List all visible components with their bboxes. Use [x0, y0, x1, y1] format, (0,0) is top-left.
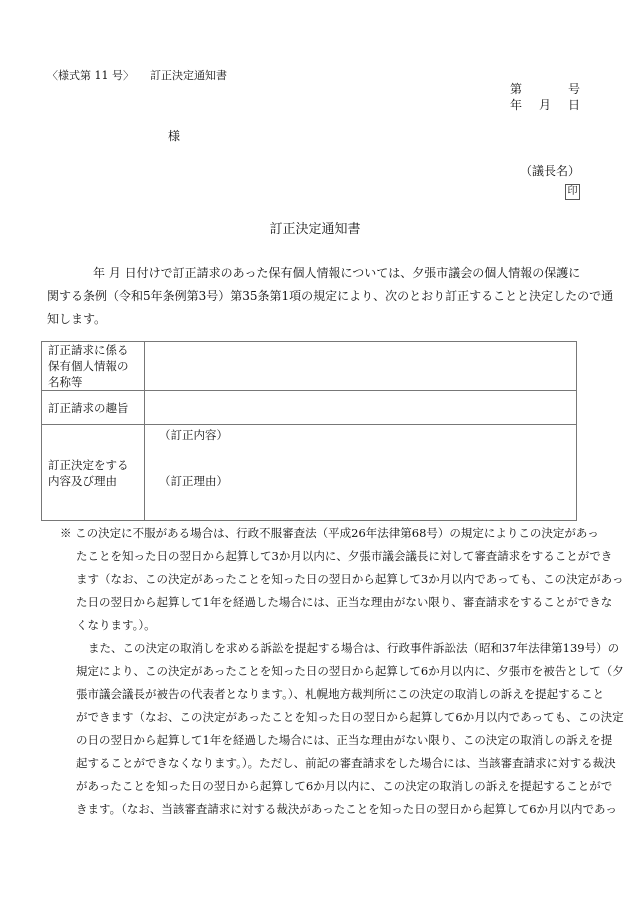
intro-paragraph — [47, 262, 614, 331]
seal-mark: 印 — [565, 184, 580, 200]
table-row — [42, 342, 577, 391]
note-line: 張市議会議長が被告の代表者となります。）、札幌地方裁判所にこの決定の取消しの訴えを提起すること — [76, 687, 605, 701]
correction-content-label: （訂正内容） — [159, 428, 228, 442]
document-date — [510, 96, 580, 113]
date-month: 月 — [538, 98, 551, 112]
sender-name: （議長名） — [520, 164, 581, 178]
table-row — [42, 425, 577, 521]
note-line: また、この決定の取消しを求める訴訟を提起する場合は、行政事件訴訟法（昭和37年法律第139号）の — [88, 641, 620, 655]
doc-number-prefix: 第 — [510, 82, 523, 96]
note-line: があったことを知った日の翌日から起算して6か月以内に、この決定の取消しの訴えを提起することがで — [76, 779, 613, 793]
form-number: 〈様式第 11 号〉 — [47, 69, 134, 82]
correction-reason-label: （訂正理由） — [159, 474, 228, 488]
row-label-purpose: 訂正請求の趣旨 — [42, 391, 145, 425]
intro-line: 知します。 — [47, 312, 107, 326]
row-value-decision — [145, 425, 577, 521]
form-title: 訂正決定通知書 — [150, 69, 227, 82]
addressee: 様 — [168, 129, 181, 143]
row-label-info-name: 訂正請求に係る保有個人情報の名称等 — [42, 342, 145, 391]
note-line: 起することができなくなります。）。ただし、前記の審査請求をした場合には、当該審査請求に対する裁決 — [76, 756, 616, 770]
date-day: 日 — [567, 98, 580, 112]
document-title: 訂正決定通知書 — [269, 222, 361, 237]
date-year: 年 — [510, 98, 523, 112]
note-line: ます（なお、この決定があったことを知った日の翌日から起算して3か月以内であっても、この決定があっ — [76, 572, 624, 586]
note-line: た日の翌日から起算して1年を経過した場合には、正当な理由がない限り、審査請求をすることができな — [76, 595, 613, 609]
row-value-purpose — [145, 391, 577, 425]
table-row — [42, 391, 577, 425]
doc-number-suffix: 号 — [567, 82, 580, 96]
note-line: たことを知った日の翌日から起算して3か月以内に、夕張市議会議長に対して審査請求をすることができ — [76, 549, 613, 563]
note-line: きます。（なお、当該審査請求に対する裁決があったことを知った日の翌日から起算して6か月以内であっ — [76, 802, 617, 816]
row-label-decision: 訂正決定をする内容及び理由 — [42, 425, 145, 521]
document-number — [510, 80, 580, 97]
note-line: ※ この決定に不服がある場合は、行政不服審査法（平成26年法律第68号）の規定によりこの決定があっ — [60, 526, 599, 540]
correction-table — [41, 341, 577, 521]
form-header — [47, 67, 227, 83]
note-line: の日の翌日から起算して1年を経過した場合には、正当な理由がない限り、この決定の取消しの訴えを提 — [76, 733, 613, 747]
note-line: くなります。）。 — [76, 618, 156, 632]
notes-section — [60, 522, 624, 821]
row-value-info-name — [145, 342, 577, 391]
note-line: ができます（なお、この決定があったことを知った日の翌日から起算して6か月以内であっても、この決定 — [76, 710, 624, 724]
intro-line: 関する条例（令和5年条例第3号）第35条第1項の規定により、次のとおり訂正することと決定したので通 — [47, 289, 614, 303]
note-line: 規定により、この決定があったことを知った日の翌日から起算して6か月以内に、夕張市を被告として（夕 — [76, 664, 624, 678]
intro-line: 年 月 日付けで訂正請求のあった保有個人情報については、夕張市議会の個人情報の保護に — [93, 266, 581, 280]
